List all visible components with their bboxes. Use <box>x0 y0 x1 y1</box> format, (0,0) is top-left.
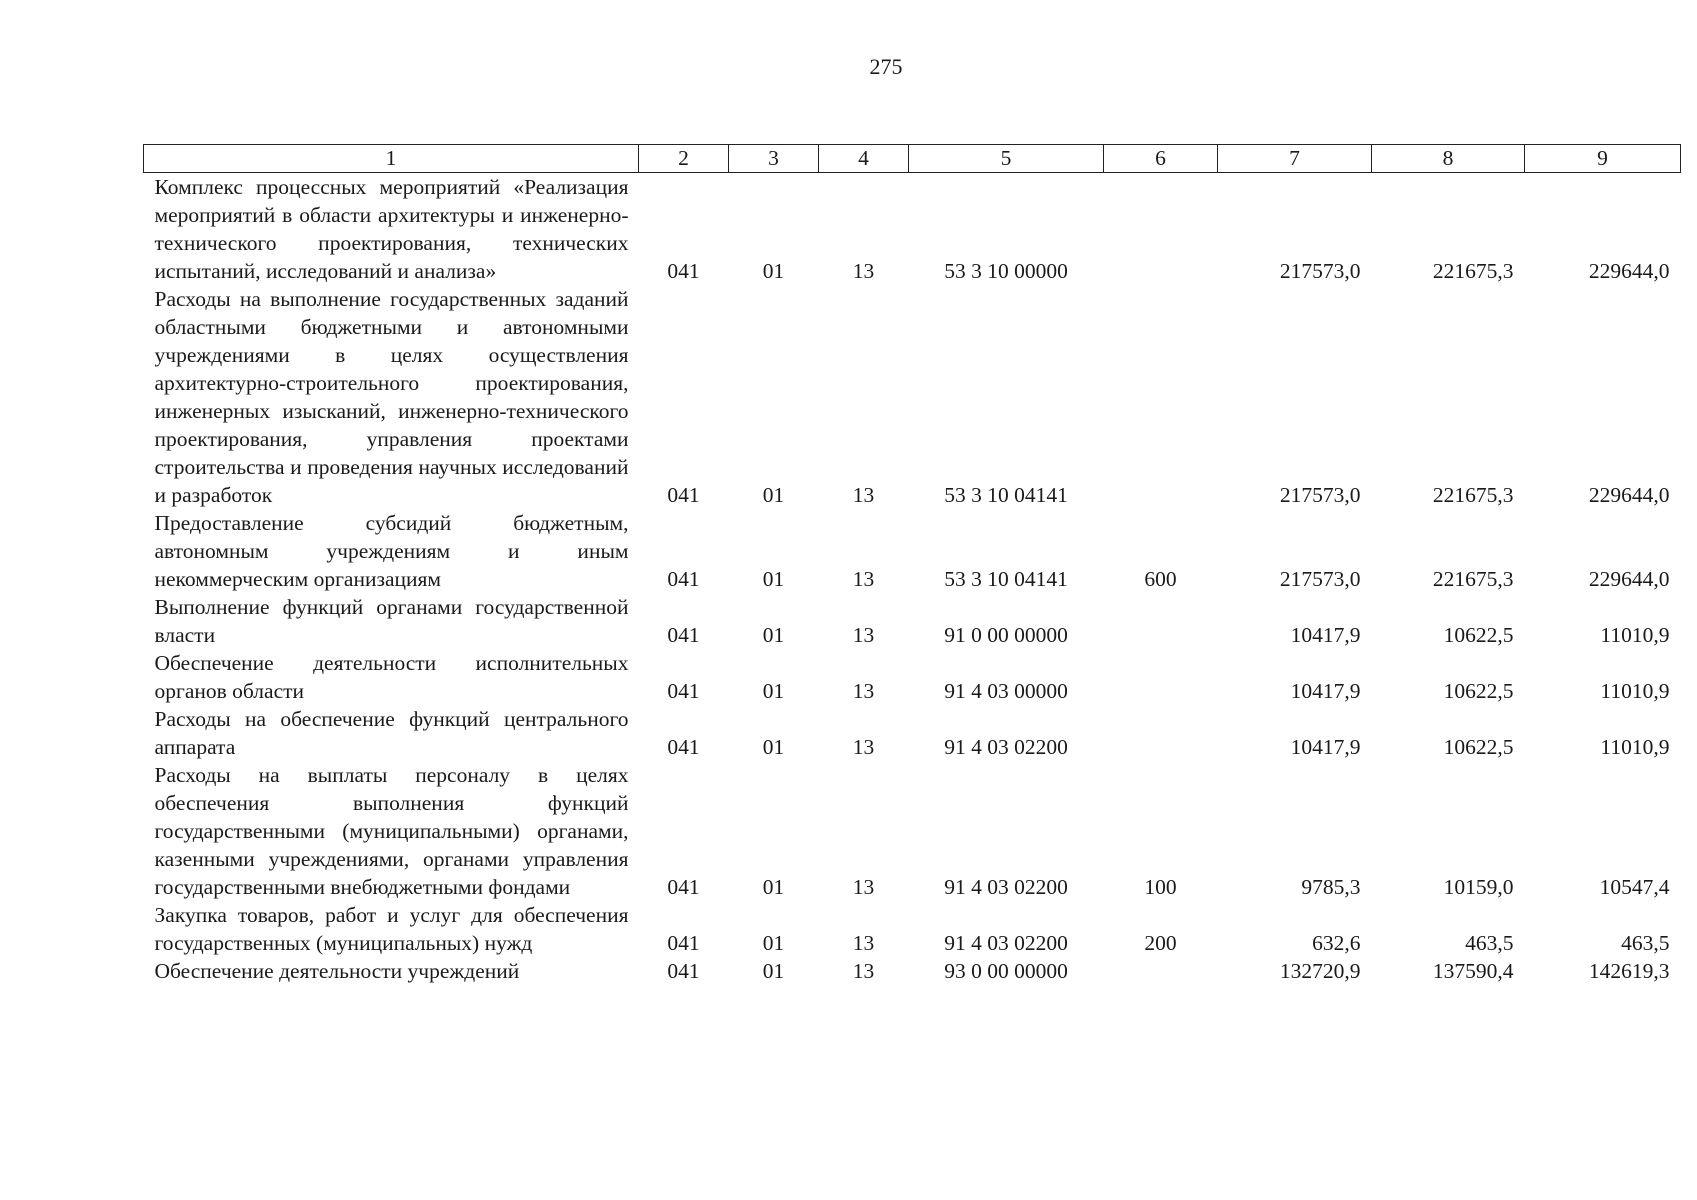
table-body <box>144 173 1681 986</box>
cell-subsection: 13 <box>852 875 875 899</box>
cell-subsection: 13 <box>852 623 875 647</box>
cell-amount-col9: 229644,0 <box>1588 567 1670 591</box>
page-number: 275 <box>869 54 903 79</box>
cell-amount-col8: 463,5 <box>1465 931 1514 955</box>
cell-amount-col8: 10622,5 <box>1443 623 1514 647</box>
cell-amount-col9: 10547,4 <box>1599 875 1670 899</box>
cell-amount-col7: 10417,9 <box>1290 735 1361 759</box>
cell-section: 01 <box>762 959 785 983</box>
cell-section: 01 <box>762 931 785 955</box>
cell-section: 01 <box>762 623 785 647</box>
cell-section: 01 <box>762 735 785 759</box>
cell-target-article: 91 0 00 00000 <box>944 623 1068 647</box>
cell-subsection: 13 <box>852 931 875 955</box>
row-description: Закупка товаров, работ и услуг для обеспечения государственных (муниципальных) нужд <box>154 903 629 955</box>
cell-expense-type <box>1104 593 1218 649</box>
cell-amount-col8: 10159,0 <box>1443 875 1514 899</box>
cell-amount-col8: 137590,4 <box>1432 959 1514 983</box>
cell-expense-type: 100 <box>1144 875 1177 899</box>
cell-target-article: 91 4 03 00000 <box>944 679 1068 703</box>
cell-subsection: 13 <box>852 679 875 703</box>
cell-amount-col9: 463,5 <box>1621 931 1670 955</box>
cell-amount-col9: 11010,9 <box>1600 735 1670 759</box>
table-row <box>144 901 1681 957</box>
column-header-7: 7 <box>1218 145 1372 173</box>
cell-amount-col7: 9785,3 <box>1301 875 1361 899</box>
cell-amount-col9: 229644,0 <box>1588 483 1670 507</box>
column-header-6: 6 <box>1104 145 1218 173</box>
column-header-4: 4 <box>819 145 909 173</box>
cell-target-article: 53 3 10 04141 <box>944 483 1068 507</box>
cell-ministry-code: 041 <box>667 567 700 591</box>
column-header-2: 2 <box>639 145 729 173</box>
cell-amount-col7: 217573,0 <box>1279 483 1361 507</box>
cell-amount-col7: 632,6 <box>1312 931 1361 955</box>
column-header-5: 5 <box>909 145 1104 173</box>
row-description: Обеспечение деятельности исполнительных органов области <box>154 651 629 703</box>
cell-ministry-code: 041 <box>667 623 700 647</box>
cell-ministry-code: 041 <box>667 679 700 703</box>
cell-ministry-code: 041 <box>667 735 700 759</box>
cell-amount-col8: 221675,3 <box>1432 483 1514 507</box>
cell-subsection: 13 <box>852 567 875 591</box>
table-row <box>144 705 1681 761</box>
cell-expense-type <box>1104 649 1218 705</box>
cell-amount-col9: 229644,0 <box>1588 259 1670 283</box>
cell-section: 01 <box>762 483 785 507</box>
cell-subsection: 13 <box>852 959 875 983</box>
cell-ministry-code: 041 <box>667 259 700 283</box>
column-header-9: 9 <box>1525 145 1681 173</box>
table-row <box>144 957 1681 985</box>
column-header-8: 8 <box>1372 145 1525 173</box>
cell-subsection: 13 <box>852 735 875 759</box>
cell-amount-col8: 221675,3 <box>1432 259 1514 283</box>
cell-target-article: 91 4 03 02200 <box>944 875 1068 899</box>
column-header-3: 3 <box>729 145 819 173</box>
cell-target-article: 93 0 00 00000 <box>944 959 1068 983</box>
cell-section: 01 <box>762 567 785 591</box>
cell-subsection: 13 <box>852 483 875 507</box>
cell-amount-col8: 221675,3 <box>1432 567 1514 591</box>
row-description: Обеспечение деятельности учреждений <box>154 959 520 983</box>
cell-expense-type <box>1104 705 1218 761</box>
cell-amount-col7: 132720,9 <box>1279 959 1361 983</box>
cell-amount-col7: 217573,0 <box>1279 259 1361 283</box>
cell-target-article: 53 3 10 04141 <box>944 567 1068 591</box>
cell-target-article: 53 3 10 00000 <box>944 259 1068 283</box>
cell-expense-type: 600 <box>1144 567 1177 591</box>
cell-amount-col9: 142619,3 <box>1588 959 1670 983</box>
cell-amount-col9: 11010,9 <box>1600 623 1670 647</box>
row-description: Комплекс процессных мероприятий «Реализация мероприятий в области архитектуры и инженерно-технического проектирования, технических испытаний, исследований и анализа» <box>154 175 629 283</box>
cell-expense-type <box>1104 285 1218 509</box>
cell-expense-type <box>1104 957 1218 985</box>
cell-target-article: 91 4 03 02200 <box>944 735 1068 759</box>
cell-target-article: 91 4 03 02200 <box>944 931 1068 955</box>
budget-table <box>143 144 1681 985</box>
row-description: Расходы на выплаты персоналу в целях обеспечения выполнения функций государственными (муниципальными) органами, казенными учреждениями, органами управления государственными внебюджетными фондами <box>154 763 629 899</box>
cell-ministry-code: 041 <box>667 931 700 955</box>
row-description: Расходы на обеспечение функций центрального аппарата <box>154 707 629 759</box>
table-row <box>144 593 1681 649</box>
row-description: Расходы на выполнение государственных заданий областными бюджетными и автономными учреждениями в целях осуществления архитектурно-строительного проектирования, инженерных изысканий, инженерно-технического проектирования, управления проектами строительства и проведения научных исследований и разработок <box>154 287 629 507</box>
row-description: Предоставление субсидий бюджетным, автономным учреждениям и иным некоммерческим организациям <box>154 511 629 591</box>
table-row <box>144 173 1681 286</box>
header-row <box>144 145 1681 173</box>
cell-section: 01 <box>762 679 785 703</box>
cell-ministry-code: 041 <box>667 483 700 507</box>
cell-expense-type: 200 <box>1144 931 1177 955</box>
cell-amount-col8: 10622,5 <box>1443 679 1514 703</box>
cell-amount-col7: 10417,9 <box>1290 679 1361 703</box>
cell-ministry-code: 041 <box>667 959 700 983</box>
cell-subsection: 13 <box>852 259 875 283</box>
table-row <box>144 509 1681 593</box>
cell-section: 01 <box>762 259 785 283</box>
table-row <box>144 761 1681 901</box>
row-description: Выполнение функций органами государственной власти <box>154 595 629 647</box>
cell-section: 01 <box>762 875 785 899</box>
cell-amount-col7: 217573,0 <box>1279 567 1361 591</box>
column-header-1: 1 <box>144 145 639 173</box>
table-row <box>144 649 1681 705</box>
cell-ministry-code: 041 <box>667 875 700 899</box>
cell-amount-col9: 11010,9 <box>1600 679 1670 703</box>
cell-expense-type <box>1104 173 1218 286</box>
cell-amount-col7: 10417,9 <box>1290 623 1361 647</box>
table-header <box>144 145 1681 173</box>
cell-amount-col8: 10622,5 <box>1443 735 1514 759</box>
table-row <box>144 285 1681 509</box>
